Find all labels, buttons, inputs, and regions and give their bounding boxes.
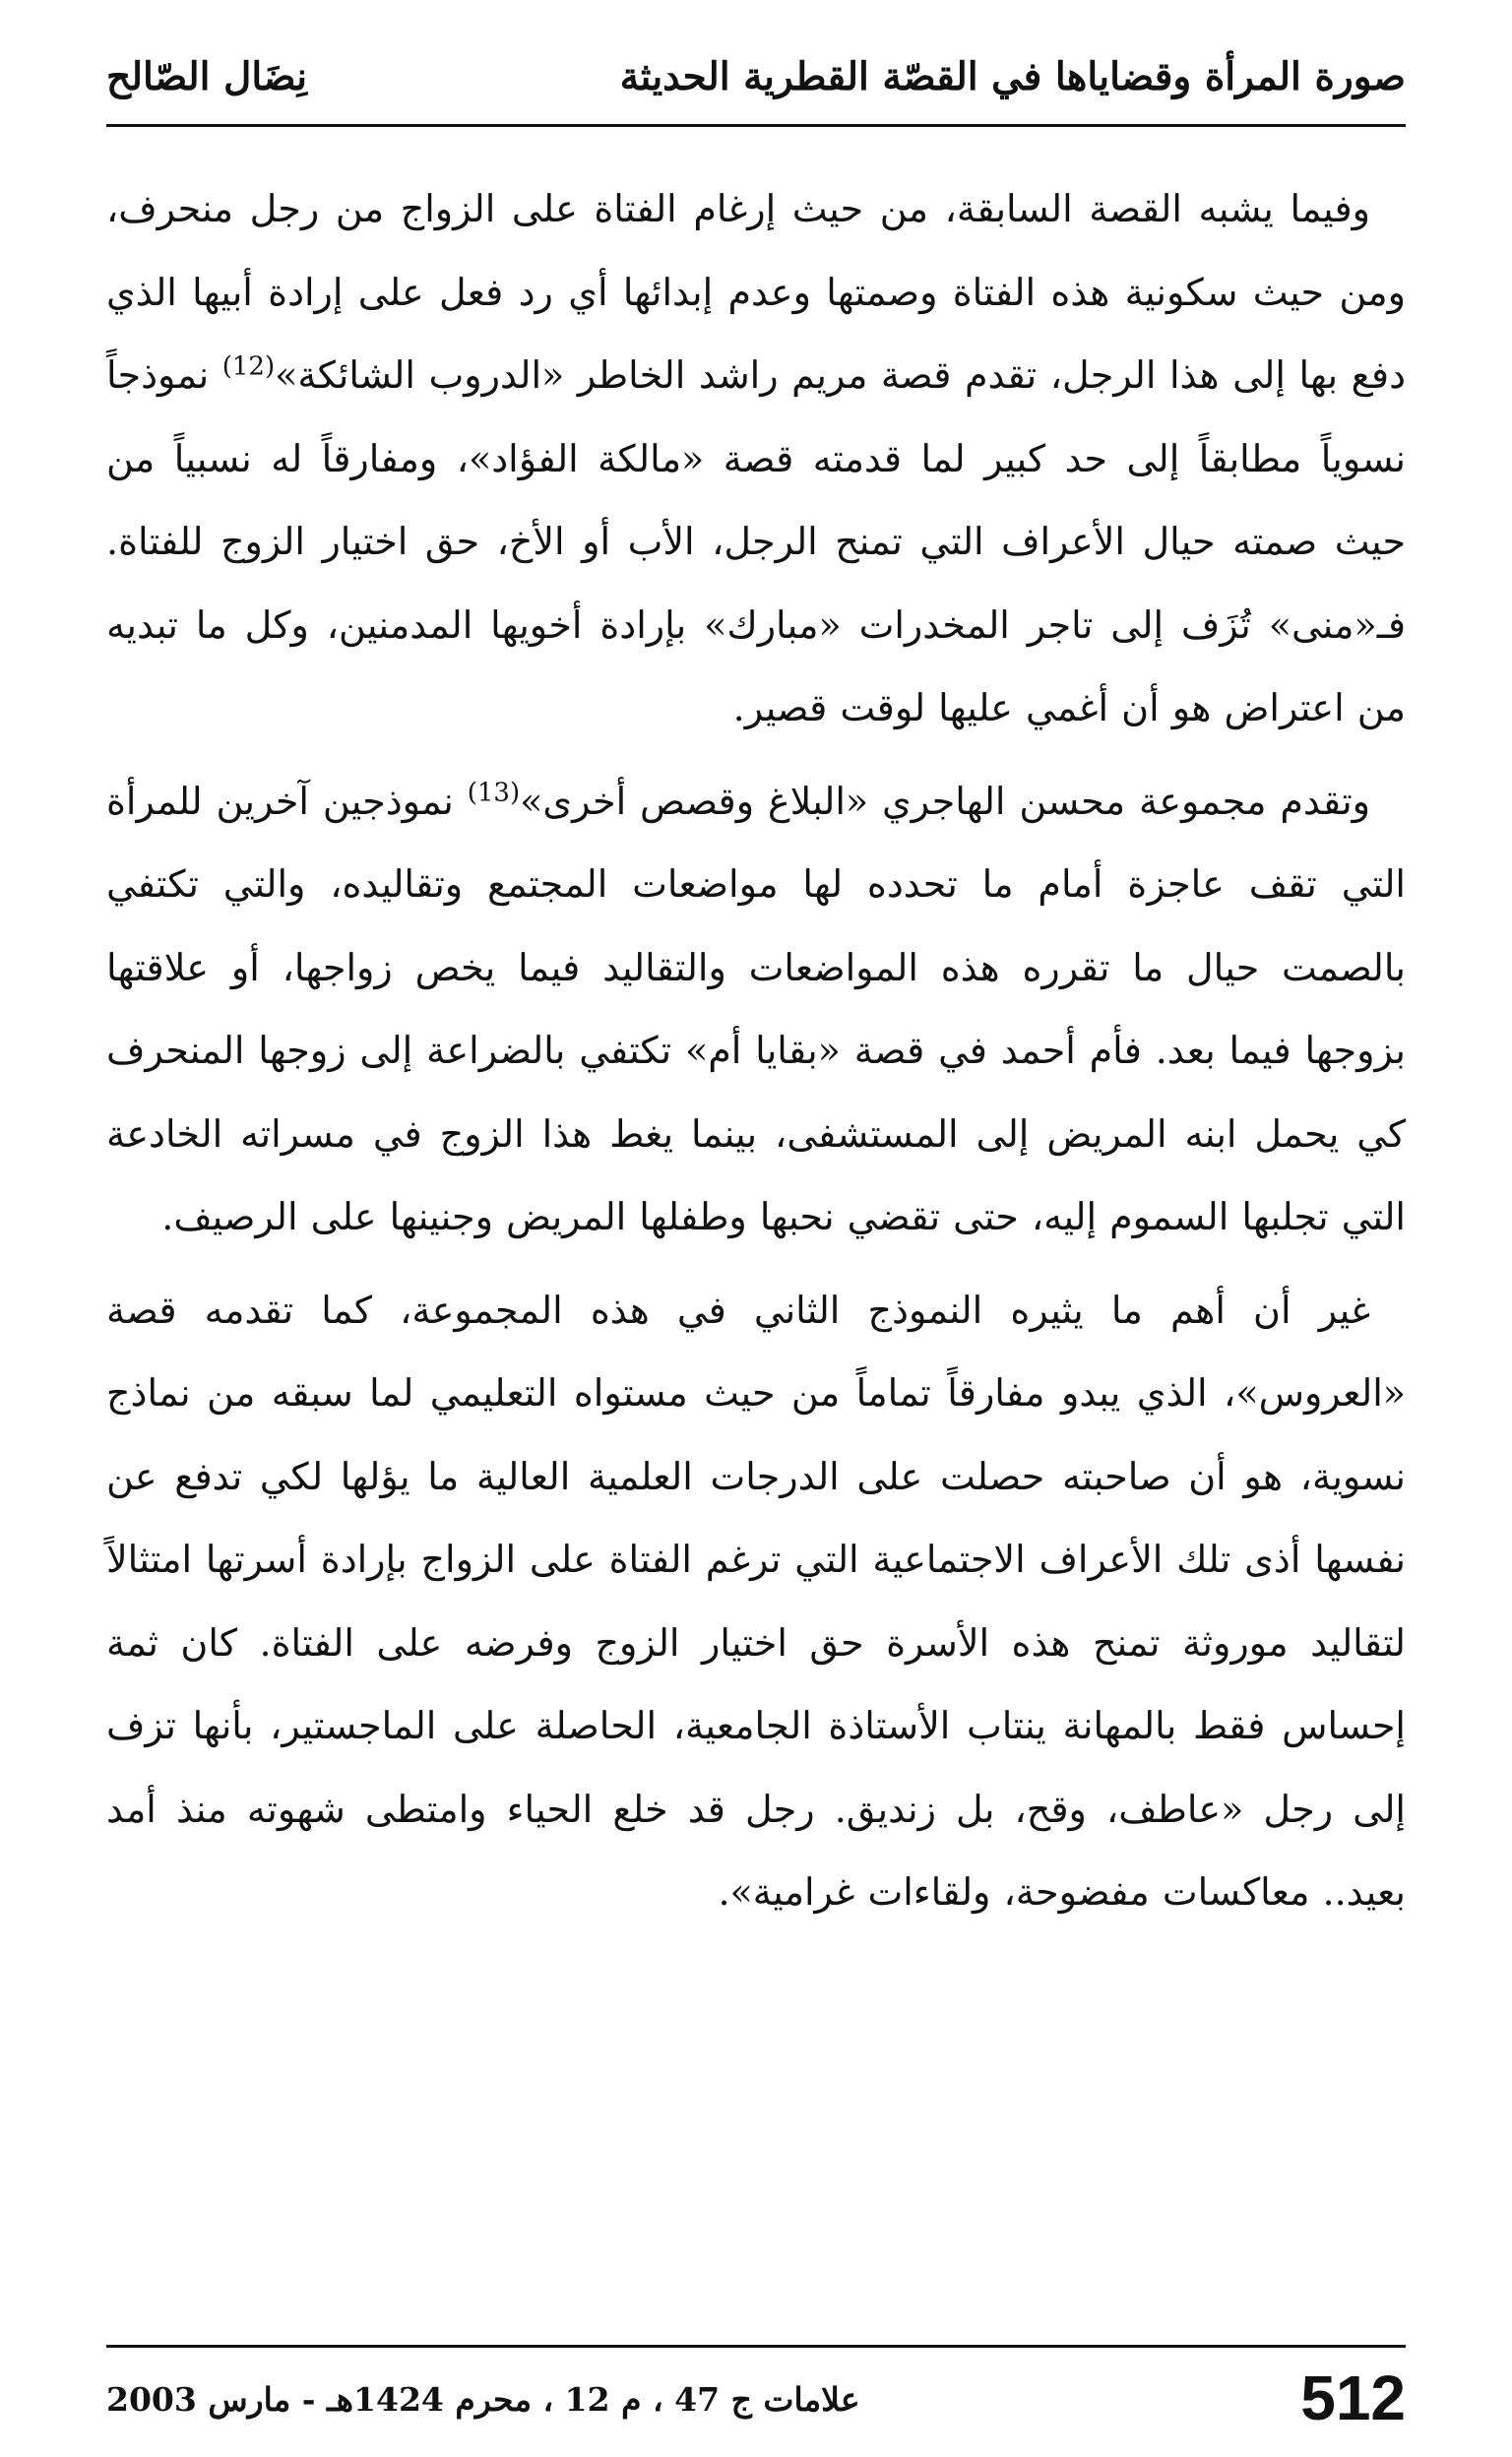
paragraph-2-text-a: وتقدم مجموعة محسن الهاجري «البلاغ وقصص أخرى» bbox=[520, 779, 1371, 823]
running-author: نِضَال الصّالح bbox=[106, 54, 307, 99]
paragraph-1-text-a: وفيما يشبه القصة السابقة، من حيث إرغام الفتاة على الزواج من رجل منحرف، ومن حيث سكونية هذه الفتاة وصمتها وعدم إبدائها أي رد فعل على إرادة أبيها الذي دفع بها إلى هذا الرجل، تقدم قصة مريم راشد الخاطر «الدروب الشائكة» bbox=[106, 187, 1406, 397]
journal-issue-info: علامات ج 47 ، م 12 ، محرم 1424هـ - مارس 2003 bbox=[106, 2380, 860, 2419]
page-number: 512 bbox=[1300, 2362, 1406, 2433]
page-footer bbox=[106, 2362, 1406, 2441]
paragraph-1-text-b: نموذجاً نسوياً مطابقاً إلى حد كبير لما قدمته قصة «مالكة الفؤاد»، ومفارقاً له نسبياً من حيث صمته حيال الأعراف التي تمنح الرجل، الأب أو الأخ، حق اختيار الزوج للفتاة. فـ«منى» تُزَف إلى تاجر المخدرات «مبارك» بإرادة أخويها المدمنين، وكل ما تبديه من اعتراض هو أن أغمي عليها لوقت قصير. bbox=[106, 353, 1406, 729]
footnote-ref-12: (12) bbox=[221, 351, 276, 382]
paragraph-3: غير أن أهم ما يثيره النموذج الثاني في هذه المجموعة، كما تقدمه قصة «العروس»، الذي يبدو مفارقاً تماماً من حيث مستواه التعليمي لما سبقه من نماذج نسوية، هو أن صاحبته حصلت على الدرجات العلمية العالية ما يؤلها لكي تدفع عن نفسها أذى تلك الأعراف الاجتماعية التي ترغم الفتاة على الزواج بإرادة أسرتها امتثالاً لتقاليد موروثة تمنح هذه الأسرة حق اختيار الزوج وفرضه على الفتاة. كان ثمة إحساس فقط بالمهانة ينتاب الأستاذة الجامعية، الحاصلة على الماجستير، بأنها تزف إلى رجل «عاطف، وقح، بل زنديق. رجل قد خلع الحياء وامتطى شهوته منذ أمد بعيد.. معاكسات مفضوحة، ولقاءات غرامية». bbox=[106, 1288, 1406, 1914]
paragraph-2 bbox=[106, 760, 1406, 1259]
running-title: صورة المرأة وقضاياها في القصّة القطرية الحديثة bbox=[619, 54, 1406, 99]
footer-rule bbox=[106, 2345, 1406, 2348]
paragraph-2-text-b: نموذجين آخرين للمرأة التي تقف عاجزة أمام ما تحدده لها مواضعات المجتمع وتقاليده، والتي تكتفي بالصمت حيال ما تقرره هذه المواضعات والتقاليد فيما يخص زواجها، أو علاقتها بزوجها فيما بعد. فأم أحمد في قصة «بقايا أم» تكتفي بالضراعة إلى زوجها المنحرف كي يحمل ابنه المريض إلى المستشفى، بينما يغط هذا الزوج في مسراته الخادعة التي تجلبها السموم إليه، حتى تقضي نحبها وطفلها المريض وجنينها على الرصيف. bbox=[106, 779, 1406, 1238]
paragraph-1 bbox=[106, 167, 1406, 750]
body-text bbox=[106, 167, 1406, 1934]
running-header bbox=[106, 39, 1406, 127]
footnote-ref-13: (13) bbox=[467, 777, 521, 807]
